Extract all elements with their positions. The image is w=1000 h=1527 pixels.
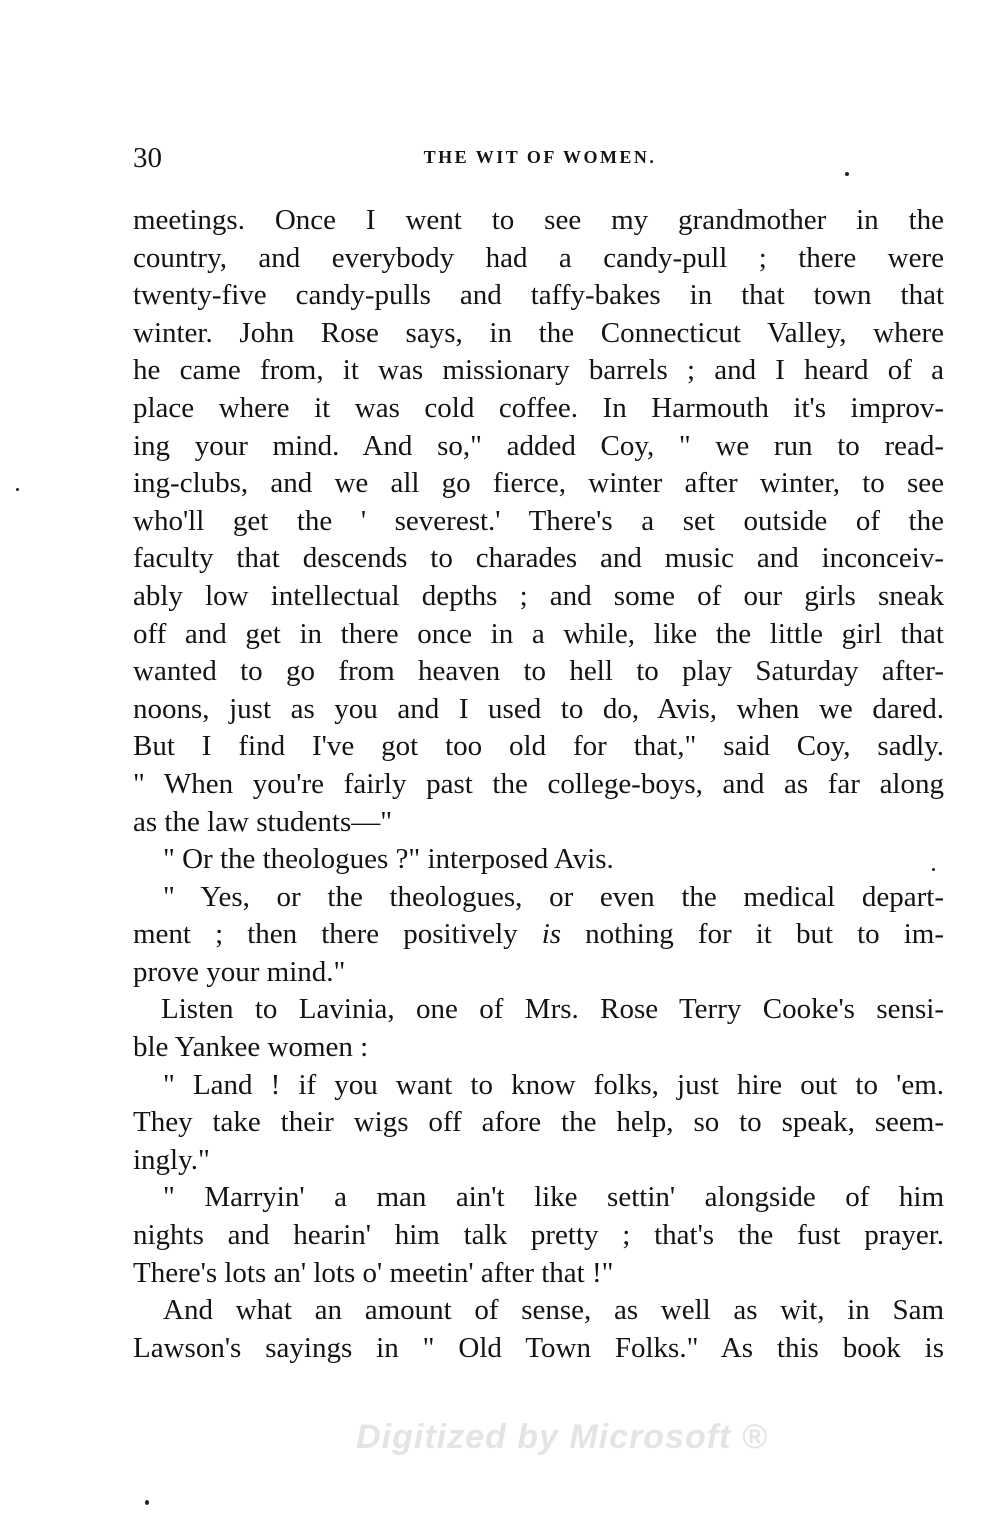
text-line: " Marryin' a man ain't like settin' alongside of him: [163, 1181, 944, 1214]
text-line: ably low intellectual depths ; and some of our girls sneak: [133, 579, 944, 612]
text-line: " Yes, or the theologues, or even the medical depart-: [163, 880, 944, 913]
ink-speck: [932, 868, 935, 871]
text-line: ble Yankee women :: [133, 1031, 369, 1064]
text-line: place where it was cold coffee. In Harmouth it's improv-: [133, 391, 944, 424]
text-line: There's lots an' lots o' meetin' after that !": [133, 1256, 614, 1289]
text-line: nights and hearin' him talk pretty ; that's the fust prayer.: [133, 1219, 944, 1252]
text-line: [133, 916, 944, 954]
text-line: " Land ! if you want to know folks, just hire out to 'em.: [163, 1068, 944, 1101]
text-line: as the law students—": [133, 805, 393, 838]
page-number: 30: [133, 142, 162, 174]
running-head: THE WIT OF WOMEN.: [423, 147, 657, 167]
text-line: " When you're fairly past the college-boys, and as far along: [133, 767, 944, 800]
text-line: off and get in there once in a while, like the little girl that: [133, 617, 944, 650]
text-line: who'll get the ' severest.' There's a set outside of the: [133, 504, 944, 537]
text-line: And what an amount of sense, as well as wit, in Sam: [163, 1294, 944, 1327]
text-line: " Or the theologues ?" interposed Avis.: [163, 843, 614, 876]
ink-speck: [845, 172, 849, 176]
text-span: ment ; then there positively: [133, 918, 542, 951]
text-line: noons, just as you and I used to do, Avis, when we dared.: [133, 692, 944, 725]
text-span: nothing for it but to im-: [561, 918, 944, 951]
text-line: They take their wigs off afore the help, so to speak, seem-: [133, 1106, 944, 1139]
text-line: Lawson's sayings in " Old Town Folks." As this book is: [133, 1331, 944, 1364]
text-line: twenty-five candy-pulls and taffy-bakes in that town that: [133, 279, 944, 312]
text-line: wanted to go from heaven to hell to play Saturday after-: [133, 655, 944, 688]
emphasis: is: [541, 918, 562, 951]
text-line: But I find I've got too old for that," said Coy, sadly.: [133, 730, 944, 763]
ink-speck: [16, 488, 19, 491]
ink-speck: [145, 1500, 149, 1505]
text-line: ing-clubs, and we all go fierce, winter after winter, to see: [133, 467, 944, 500]
text-line: he came from, it was missionary barrels ; and I heard of a: [133, 354, 944, 387]
text-line: prove your mind.": [133, 955, 346, 988]
text-line: faculty that descends to charades and music and inconceiv-: [133, 542, 944, 575]
text-line: ing your mind. And so," added Coy, " we run to read-: [133, 429, 944, 462]
text-line: winter. John Rose says, in the Connecticut Valley, where: [133, 316, 944, 349]
text-line: country, and everybody had a candy-pull ; there were: [133, 241, 944, 274]
text-line: meetings. Once I went to see my grandmother in the: [133, 204, 944, 236]
watermark: Digitized by Microsoft ®: [356, 1418, 768, 1456]
text-line: ingly.": [133, 1143, 210, 1176]
text-line: Listen to Lavinia, one of Mrs. Rose Terry Cooke's sensi-: [161, 993, 944, 1026]
body-text: [133, 202, 944, 1367]
